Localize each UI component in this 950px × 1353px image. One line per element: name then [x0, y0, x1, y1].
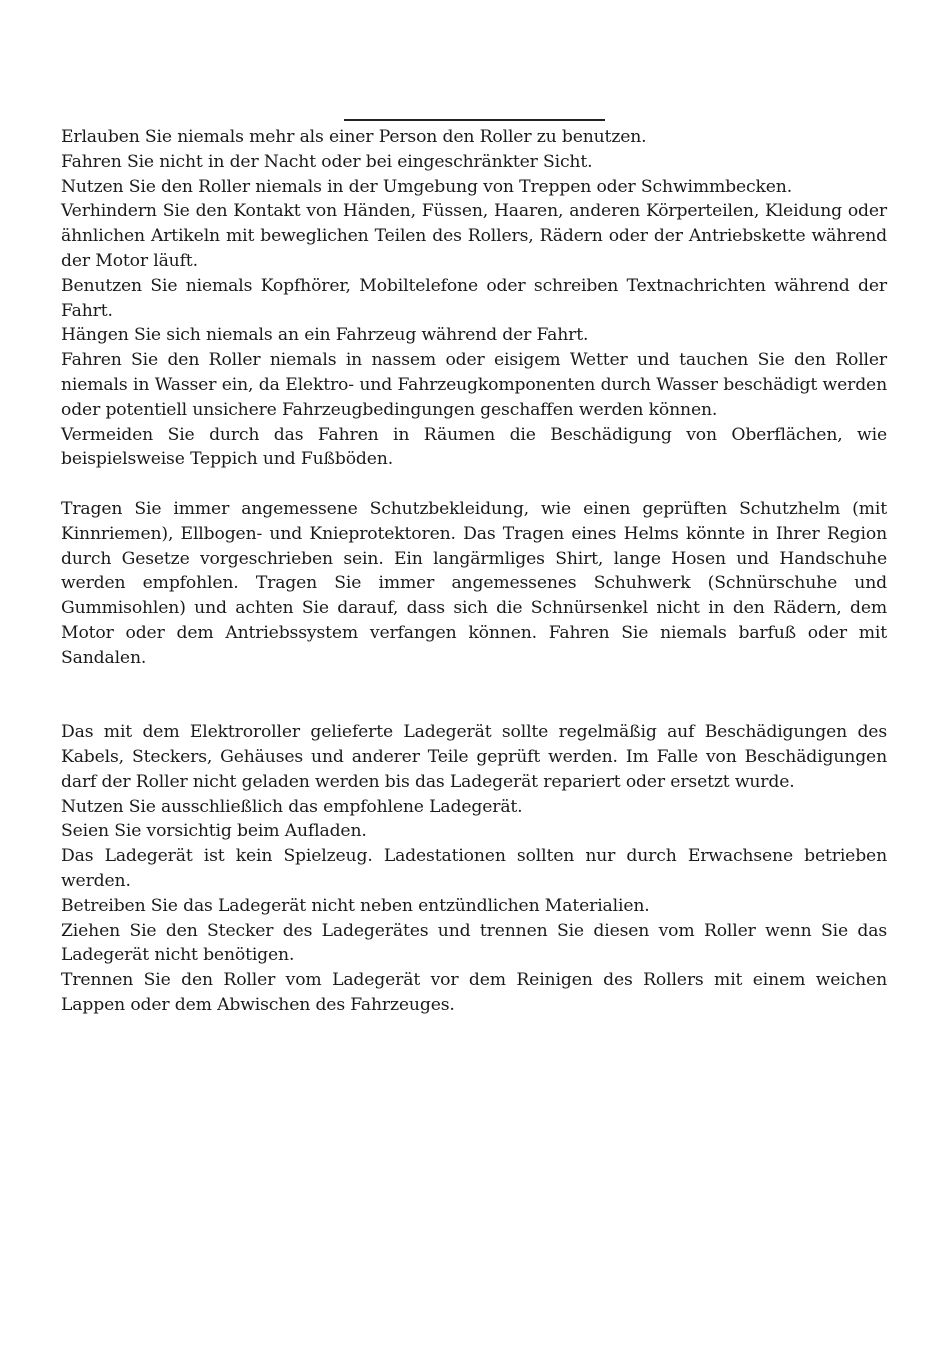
paragraph: Betreiben Sie das Ladegerät nicht neben entzündlichen Materialien. — [61, 895, 650, 916]
paragraph: Seien Sie vorsichtig beim Aufladen. — [61, 821, 367, 842]
section-charging — [61, 720, 887, 1018]
paragraph: Fahren Sie den Roller niemals in nassem oder eisigem Wetter und tauchen Sie den Roller niemals in Wasser ein, da Elektro- und Fahrzeugkomponenten durch Wasser beschädigt werden oder potentiell unsichere Fahrzeugbedingungen geschaffen werden können. — [61, 350, 887, 420]
paragraph: Verhindern Sie den Kontakt von Händen, Füssen, Haaren, anderen Körperteilen, Kleidung oder ähnlichen Artikeln mit beweglichen Teilen des Rollers, Rädern oder der Antriebskette während der Motor läuft. — [61, 201, 887, 271]
paragraph: Ziehen Sie den Stecker des Ladegerätes und trennen Sie diesen vom Roller wenn Sie das Ladegerät nicht benötigen. — [61, 920, 887, 966]
paragraph: Fahren Sie nicht in der Nacht oder bei eingeschränkter Sicht. — [61, 151, 593, 172]
paragraph: Nutzen Sie den Roller niemals in der Umgebung von Treppen oder Schwimmbecken. — [61, 176, 793, 197]
paragraph: Nutzen Sie ausschließlich das empfohlene Ladegerät. — [61, 796, 523, 817]
paragraph: Erlauben Sie niemals mehr als einer Person den Roller zu benutzen. — [61, 127, 647, 147]
document-body — [61, 125, 887, 1018]
paragraph: Das mit dem Elektroroller gelieferte Ladegerät sollte regelmäßig auf Beschädigungen des Kabels, Steckers, Gehäuses und anderer Teile geprüft werden. Im Falle von Beschädigungen darf der Roller nicht geladen werden bis das Ladegerät repariert oder ersetzt wurde. — [61, 722, 887, 792]
section-general-safety — [61, 125, 887, 472]
paragraph: Trennen Sie den Roller vom Ladegerät vor dem Reinigen des Rollers mit einem weichen Lappen oder dem Abwischen des Fahrzeuges. — [61, 970, 887, 1015]
paragraph: Hängen Sie sich niemals an ein Fahrzeug während der Fahrt. — [61, 325, 589, 346]
paragraph: Benutzen Sie niemals Kopfhörer, Mobiltelefone oder schreiben Textnachrichten während der Fahrt. — [61, 275, 887, 321]
spacer — [61, 472, 887, 497]
horizontal-rule — [344, 119, 605, 121]
spacer — [61, 671, 887, 721]
paragraph: Tragen Sie immer angemessene Schutzbekleidung, wie einen geprüften Schutzhelm (mit Kinnriemen), Ellbogen- und Knieprotektoren. Das Tragen eines Helms könnte in Ihrer Region durch Gesetze vorgeschrieben sein. Ein langärmliges Shirt, lange Hosen und Handschuhe werden empfohlen. Tragen Sie immer angemessenes Schuhwerk (Schnürschuhe und Gummisohlen) und achten Sie darauf, dass sich die Schnürsenkel nicht in den Rädern, dem Motor oder dem Antriebssystem verfangen können. Fahren Sie niemals barfuß oder mit Sandalen. — [61, 498, 887, 668]
paragraph: Vermeiden Sie durch das Fahren in Räumen die Beschädigung von Oberflächen, wie beispielsweise Teppich und Fußböden. — [61, 424, 887, 470]
paragraph: Das Ladegerät ist kein Spielzeug. Ladestationen sollten nur durch Erwachsene betrieben werden. — [61, 846, 887, 891]
section-protective-gear — [61, 497, 887, 671]
